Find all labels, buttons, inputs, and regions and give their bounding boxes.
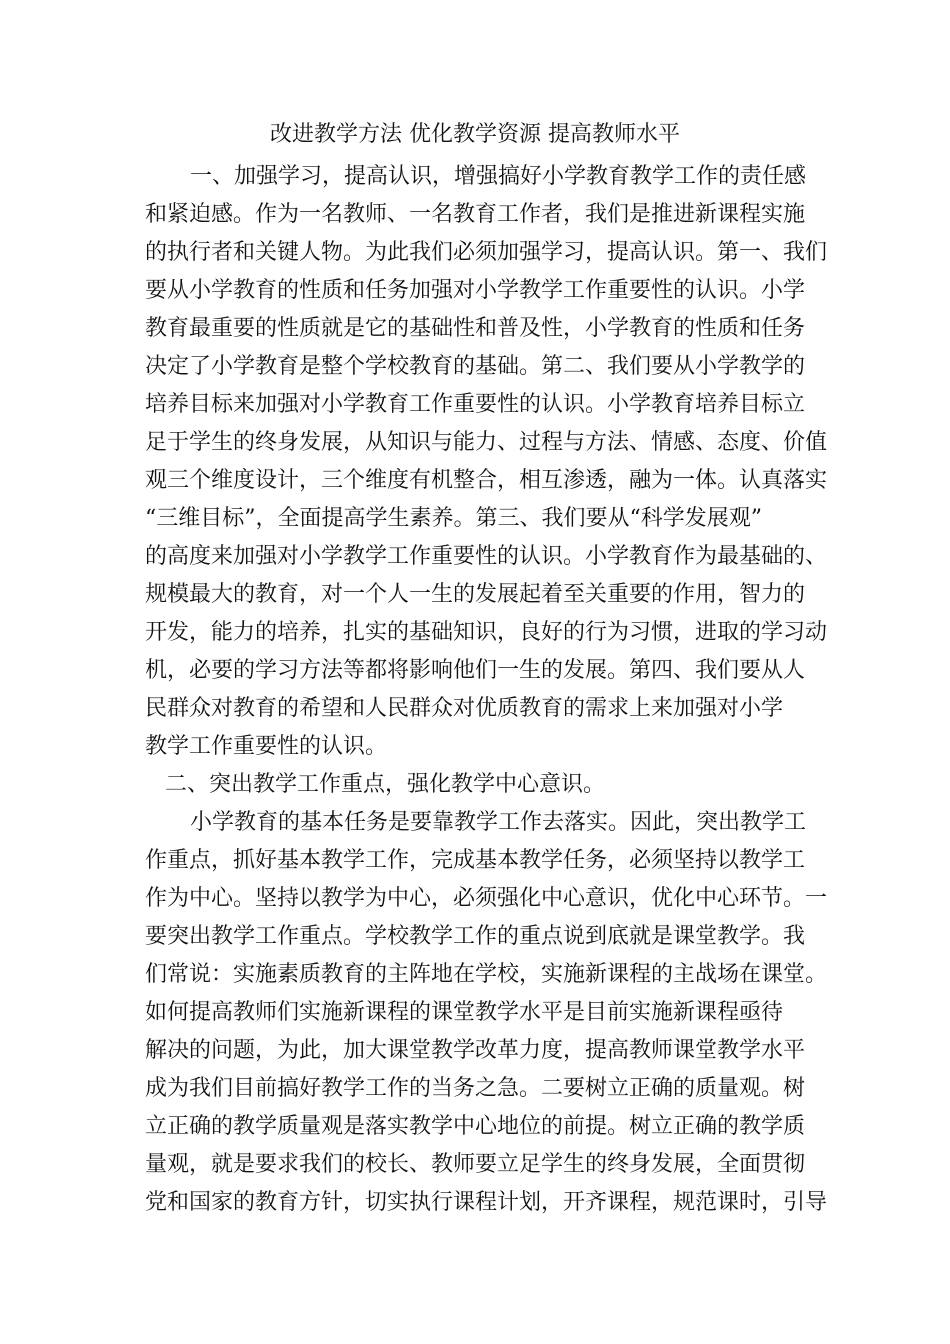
paragraph-line: 成为我们目前搞好教学工作的当务之急。二要树立正确的质量观。树 bbox=[145, 1076, 806, 1101]
paragraph-line: 解决的问题，为此，加大课堂教学改革力度，提高教师课堂教学水平 bbox=[145, 1038, 806, 1063]
paragraph-line: 立正确的教学质量观是落实教学中心地位的前提。树立正确的教学质 bbox=[145, 1114, 806, 1139]
paragraph-line: 小学教育的基本任务是要靠教学工作去落实。因此，突出教学工 bbox=[168, 810, 807, 835]
paragraph-line: 量观，就是要求我们的校长、教师要立足学生的终身发展，全面贯彻 bbox=[145, 1152, 806, 1177]
paragraph-line: 足于学生的终身发展，从知识与能力、过程与方法、情感、态度、价值 bbox=[145, 430, 828, 455]
paragraph-line: 决定了小学教育是整个学校教育的基础。第二、我们要从小学教学的 bbox=[145, 354, 806, 379]
paragraph-line: 作重点，抓好基本教学工作，完成基本教学任务，必须坚持以教学工 bbox=[145, 848, 806, 873]
paragraph-line: 规模最大的教育，对一个人一生的发展起着至关重要的作用，智力的 bbox=[145, 582, 806, 607]
paragraph-line: 如何提高教师们实施新课程的课堂教学水平是目前实施新课程亟待 bbox=[145, 1000, 784, 1025]
paragraph-line: 的执行者和关键人物。为此我们必须加强学习，提高认识。第一、我们 bbox=[145, 240, 828, 265]
paragraph-line: 教育最重要的性质就是它的基础性和普及性，小学教育的性质和任务 bbox=[145, 316, 806, 341]
paragraph-line: 党和国家的教育方针，切实执行课程计划，开齐课程，规范课时，引导 bbox=[145, 1190, 828, 1215]
paragraph-line: 观三个维度设计，三个维度有机整合，相互渗透，融为一体。认真落实 bbox=[145, 468, 828, 493]
paragraph-line: 一、加强学习，提高认识，增强搞好小学教育教学工作的责任感 bbox=[168, 164, 807, 189]
paragraph-line: 民群众对教育的希望和人民群众对优质教育的需求上来加强对小学 bbox=[145, 696, 784, 721]
paragraph-line: 要突出教学工作重点。学校教学工作的重点说到底就是课堂教学。我 bbox=[145, 924, 806, 949]
paragraph-line: 开发，能力的培养，扎实的基础知识，良好的行为习惯，进取的学习动 bbox=[145, 620, 828, 645]
paragraph-line: 机，必要的学习方法等都将影响他们一生的发展。第四、我们要从人 bbox=[145, 658, 806, 683]
paragraph-line: “三维目标”，全面提高学生素养。第三、我们要从“科学发展观” bbox=[145, 506, 762, 531]
document-title: 改进教学方法 优化教学资源 提高教师水平 bbox=[270, 122, 680, 147]
paragraph-line: 要从小学教育的性质和任务加强对小学教学工作重要性的认识。小学 bbox=[145, 278, 806, 303]
paragraph-line: 培养目标来加强对小学教育工作重要性的认识。小学教育培养目标立 bbox=[145, 392, 806, 417]
paragraph-line: 们常说：实施素质教育的主阵地在学校，实施新课程的主战场在课堂。 bbox=[145, 962, 828, 987]
paragraph-line: 作为中心。坚持以教学为中心，必须强化中心意识，优化中心环节。一 bbox=[145, 886, 828, 911]
paragraph-line: 教学工作重要性的认识。 bbox=[145, 734, 388, 759]
section-heading: 二、突出教学工作重点，强化教学中心意识。 bbox=[165, 772, 606, 797]
paragraph-line: 的高度来加强对小学教学工作重要性的认识。小学教育作为最基础的、 bbox=[145, 544, 828, 569]
paragraph-line: 和紧迫感。作为一名教师、一名教育工作者，我们是推进新课程实施 bbox=[145, 202, 806, 227]
